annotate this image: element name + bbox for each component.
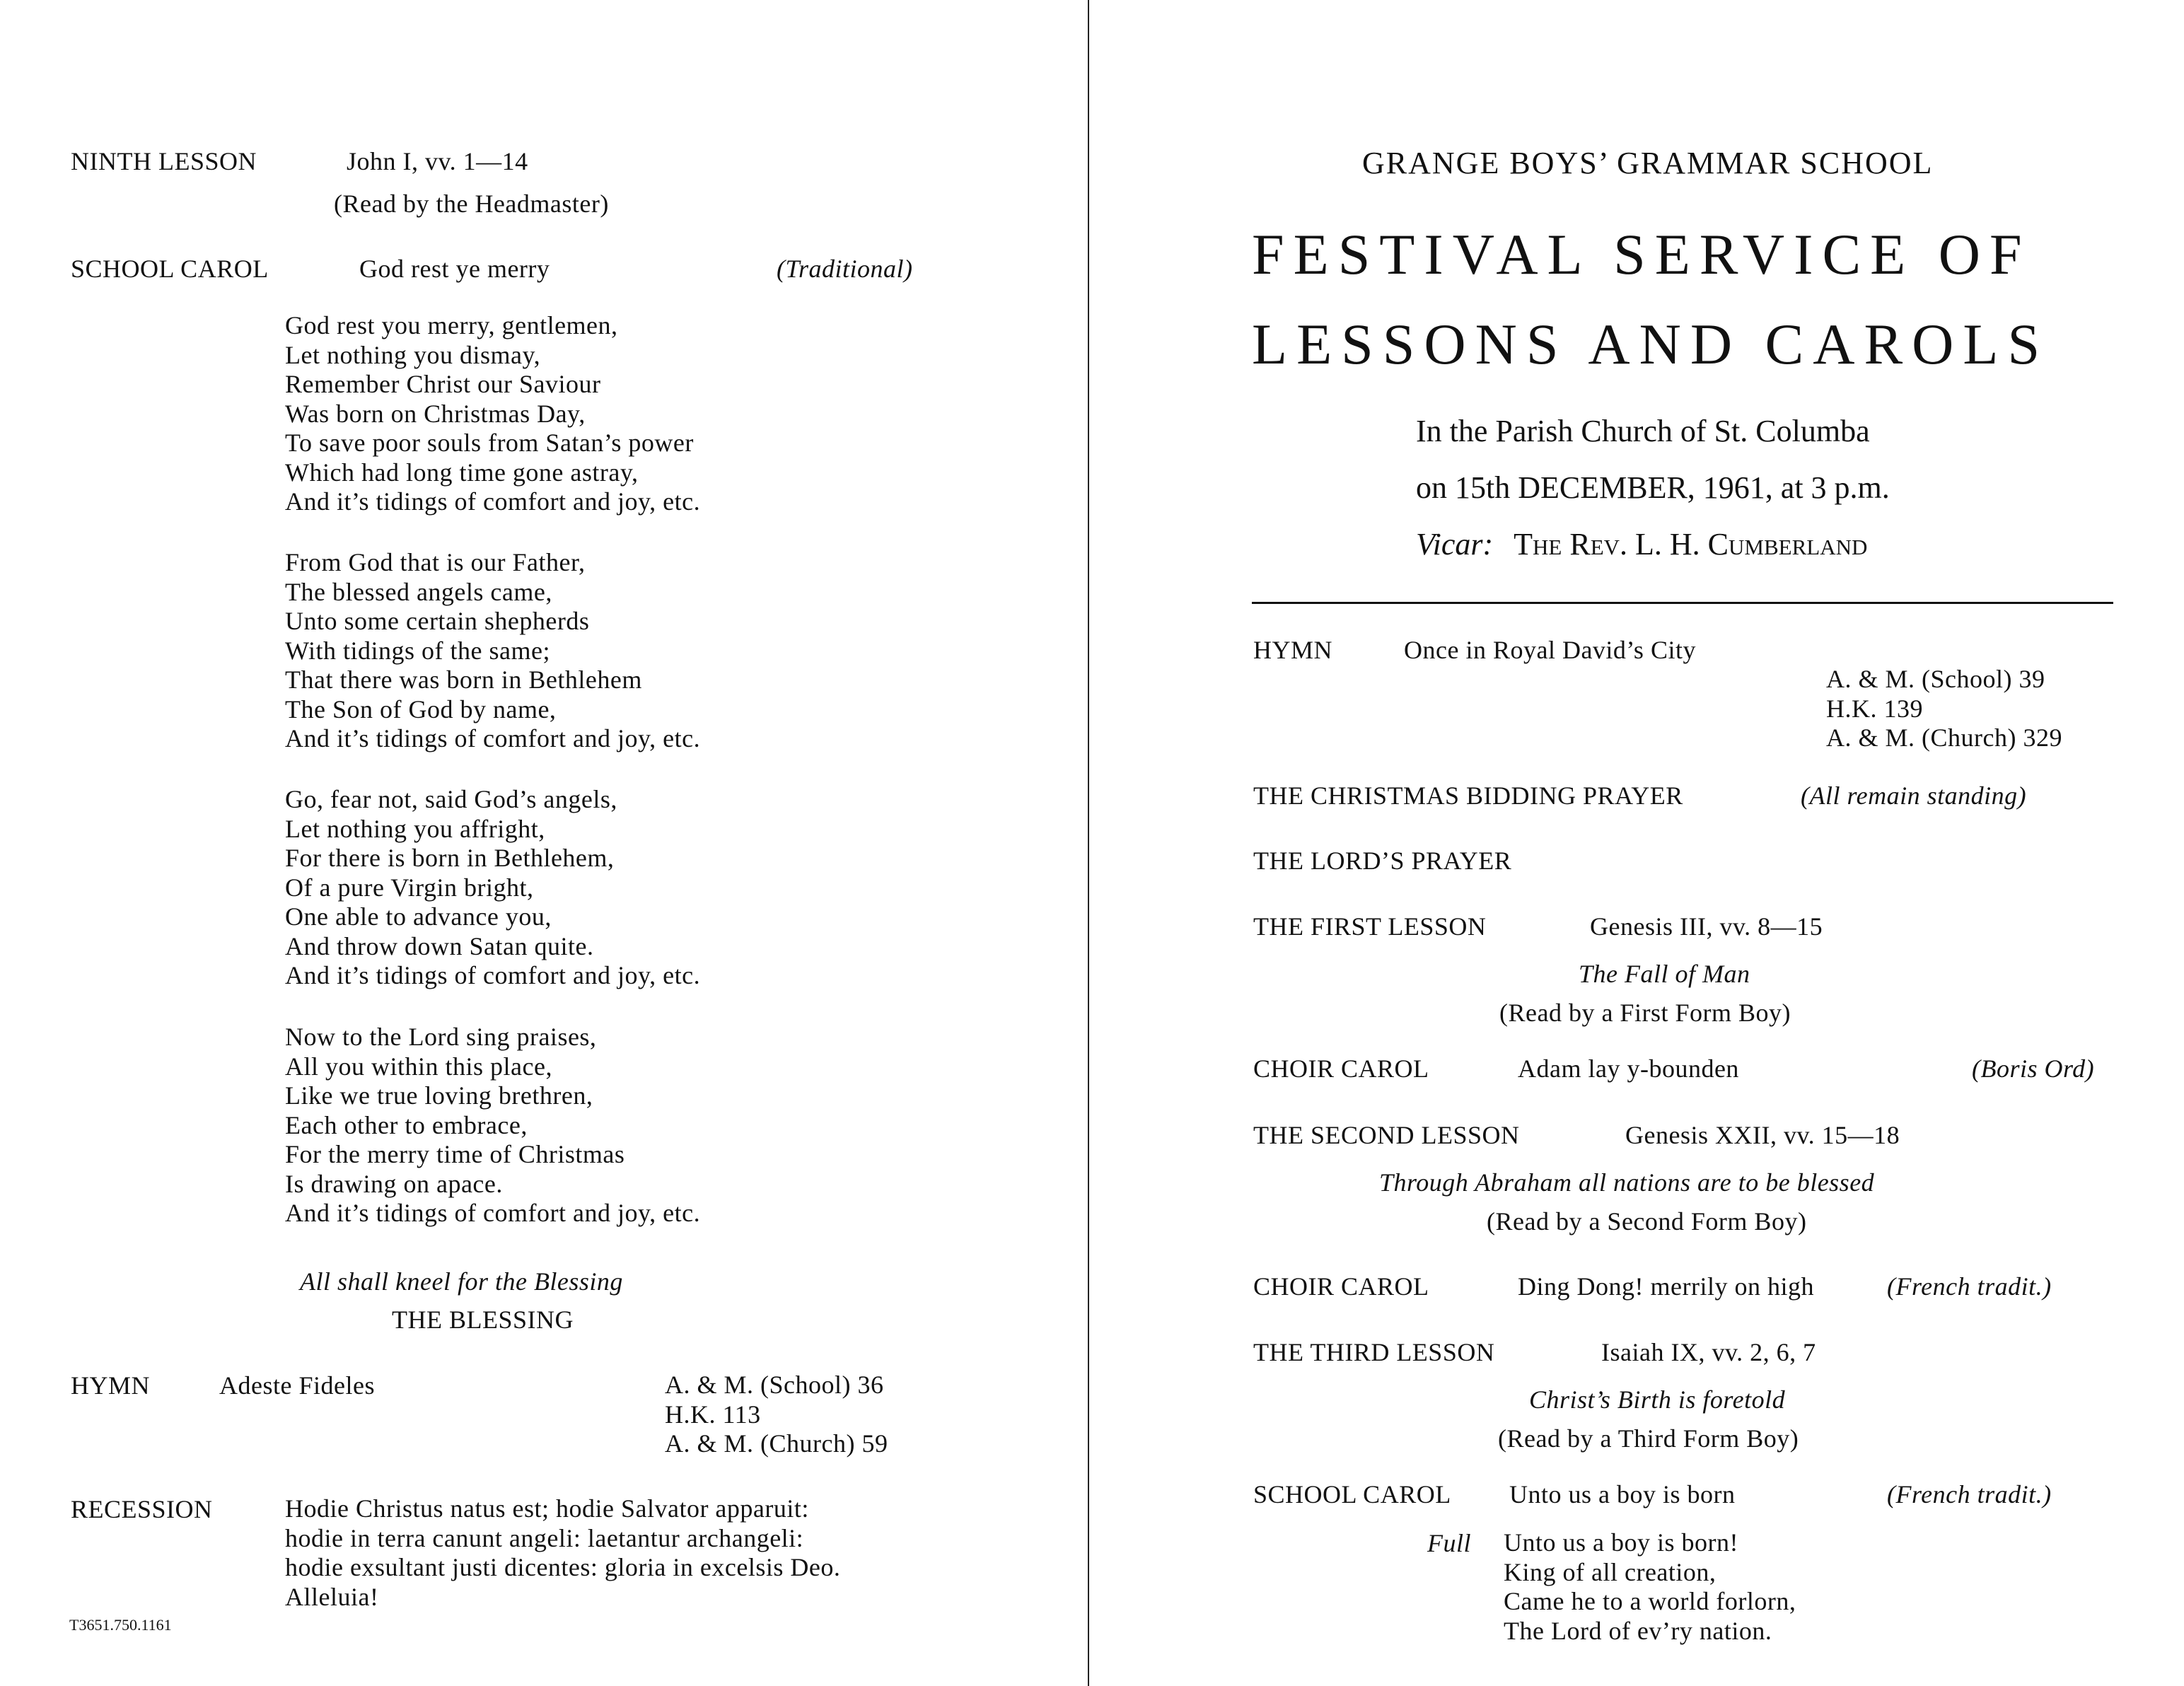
- third-lesson-subtitle: Christ’s Birth is foretold: [1529, 1385, 1786, 1414]
- carol-voice-direction: Full: [1427, 1529, 1471, 1557]
- verse-line: And it’s tidings of comfort and joy, etc.: [285, 487, 701, 516]
- closing-hymn-refs: [665, 1371, 888, 1459]
- closing-hymn-title: Adeste Fideles: [219, 1371, 375, 1400]
- carol-verse-3: [285, 785, 700, 991]
- verse-line: That there was born in Bethlehem: [285, 665, 642, 694]
- verse-line: Now to the Lord sing praises,: [285, 1023, 597, 1051]
- vicar-label: Vicar:: [1416, 527, 1494, 562]
- print-code: T3651.750.1161: [69, 1616, 172, 1634]
- verse-line: To save poor souls from Satan’s power: [285, 429, 694, 457]
- verse-line: Unto some certain shepherds: [285, 607, 590, 635]
- choir-carol-2-source: (French tradit.): [1887, 1272, 2052, 1301]
- hymn-ref: H.K. 113: [665, 1400, 761, 1429]
- recession-label: RECESSION: [71, 1495, 213, 1523]
- school-name: GRANGE BOYS’ GRAMMAR SCHOOL: [1362, 146, 1934, 180]
- verse-line: One able to advance you,: [285, 902, 552, 931]
- verse-line: The blessed angels came,: [285, 577, 552, 606]
- verse-line: And it’s tidings of comfort and joy, etc.: [285, 961, 701, 989]
- hymn-ref: H.K. 139: [1826, 694, 1923, 723]
- school-carol-2-title: Unto us a boy is born: [1509, 1480, 1736, 1508]
- bidding-prayer-note: (All remain standing): [1801, 781, 2027, 810]
- service-title-line-2: LESSONS AND CAROLS: [1252, 312, 2050, 376]
- service-title-line-1: FESTIVAL SERVICE OF: [1252, 222, 2031, 286]
- verse-line: Go, fear not, said God’s angels,: [285, 785, 617, 813]
- carol-verse-1: [285, 311, 700, 517]
- hymn-ref: A. & M. (School) 36: [665, 1371, 884, 1399]
- verse-line: Like we true loving brethren,: [285, 1081, 593, 1110]
- verse-line: For the merry time of Christmas: [285, 1140, 625, 1168]
- opening-hymn-title: Once in Royal David’s City: [1404, 636, 1696, 664]
- blessing-instruction: All shall kneel for the Blessing: [300, 1267, 623, 1296]
- carol-verse-4: [285, 1023, 700, 1228]
- opening-hymn-refs: [1826, 665, 2062, 753]
- verse-line: Remember Christ our Saviour: [285, 370, 601, 398]
- first-lesson-ref: Genesis III, vv. 8—15: [1590, 912, 1823, 941]
- verse-line: Of a pure Virgin bright,: [285, 873, 534, 902]
- verse-line: And it’s tidings of comfort and joy, etc.: [285, 724, 701, 752]
- lords-prayer-label: THE LORD’S PRAYER: [1253, 847, 1512, 875]
- verse-line: Let nothing you affright,: [285, 814, 545, 843]
- verse-line: King of all creation,: [1504, 1557, 1717, 1586]
- recession-line: hodie in terra canunt angeli: laetantur archangeli:: [285, 1523, 804, 1552]
- opening-hymn-label: HYMN: [1253, 636, 1333, 664]
- third-lesson-label: THE THIRD LESSON: [1253, 1338, 1495, 1366]
- third-lesson-ref: Isaiah IX, vv. 2, 6, 7: [1601, 1338, 1816, 1366]
- closing-hymn-label: HYMN: [71, 1371, 151, 1400]
- first-lesson-reader: (Read by a First Form Boy): [1499, 999, 1791, 1027]
- choir-carol-1-label: CHOIR CAROL: [1253, 1054, 1429, 1083]
- second-lesson-ref: Genesis XXII, vv. 15—18: [1625, 1121, 1900, 1149]
- school-carol-title: God rest ye merry: [359, 255, 550, 283]
- verse-line: For there is born in Bethlehem,: [285, 844, 615, 872]
- bidding-prayer-label: THE CHRISTMAS BIDDING PRAYER: [1253, 781, 1683, 810]
- recession-line: Alleluia!: [285, 1582, 379, 1611]
- vicar-name: The Rev. L. H. Cumberland: [1514, 527, 1868, 562]
- recession-line: Hodie Christus natus est; hodie Salvator apparuit:: [285, 1494, 809, 1523]
- divider-rule: [1252, 602, 2113, 604]
- blessing-label: THE BLESSING: [392, 1306, 574, 1334]
- school-carol-2-verse: [1504, 1528, 1796, 1646]
- verse-line: And it’s tidings of comfort and joy, etc.: [285, 1199, 701, 1227]
- choir-carol-1-title: Adam lay y-bounden: [1518, 1054, 1739, 1083]
- second-lesson-subtitle: Through Abraham all nations are to be blessed: [1379, 1168, 1875, 1197]
- school-carol-label: SCHOOL CAROL: [71, 255, 269, 283]
- service-date: on 15th DECEMBER, 1961, at 3 p.m.: [1416, 470, 1890, 505]
- venue: In the Parish Church of St. Columba: [1416, 414, 1870, 448]
- recession-text: [285, 1494, 840, 1612]
- school-carol-source: (Traditional): [777, 255, 913, 283]
- verse-line: Came he to a world forlorn,: [1504, 1587, 1796, 1615]
- verse-line: From God that is our Father,: [285, 548, 586, 576]
- carol-verse-2: [285, 548, 700, 754]
- recession-line: hodie exsultant justi dicentes: gloria in excelsis Deo.: [285, 1553, 841, 1581]
- verse-line: The Son of God by name,: [285, 694, 557, 723]
- ninth-lesson-reader: (Read by the Headmaster): [334, 190, 609, 218]
- second-lesson-reader: (Read by a Second Form Boy): [1487, 1207, 1807, 1236]
- school-carol-2-label: SCHOOL CAROL: [1253, 1480, 1451, 1508]
- hymn-ref: A. & M. (School) 39: [1826, 665, 2045, 693]
- verse-line: Unto us a boy is born!: [1504, 1528, 1738, 1557]
- ninth-lesson-label: NINTH LESSON: [71, 147, 257, 175]
- verse-line: Which had long time gone astray,: [285, 458, 639, 487]
- choir-carol-2-label: CHOIR CAROL: [1253, 1272, 1429, 1301]
- verse-line: Each other to embrace,: [285, 1110, 528, 1139]
- school-carol-2-source: (French tradit.): [1887, 1480, 2052, 1508]
- verse-line: And throw down Satan quite.: [285, 931, 594, 960]
- verse-line: All you within this place,: [285, 1052, 552, 1081]
- verse-line: The Lord of ev’ry nation.: [1504, 1616, 1772, 1645]
- ninth-lesson-ref: John I, vv. 1—14: [347, 147, 528, 175]
- second-lesson-label: THE SECOND LESSON: [1253, 1121, 1520, 1149]
- first-lesson-label: THE FIRST LESSON: [1253, 912, 1487, 941]
- first-lesson-subtitle: The Fall of Man: [1579, 960, 1750, 988]
- verse-line: Was born on Christmas Day,: [285, 399, 586, 428]
- verse-line: God rest you merry, gentlemen,: [285, 311, 618, 339]
- verse-line: Is drawing on apace.: [285, 1169, 503, 1198]
- page-fold: [1088, 0, 1089, 1686]
- choir-carol-1-source: (Boris Ord): [1972, 1054, 2095, 1083]
- vicar-line: [1416, 527, 1867, 562]
- hymn-ref: A. & M. (Church) 59: [665, 1429, 888, 1458]
- choir-carol-2-title: Ding Dong! merrily on high: [1518, 1272, 1814, 1301]
- hymn-ref: A. & M. (Church) 329: [1826, 723, 2062, 752]
- third-lesson-reader: (Read by a Third Form Boy): [1498, 1424, 1799, 1453]
- verse-line: With tidings of the same;: [285, 636, 550, 665]
- verse-line: Let nothing you dismay,: [285, 340, 541, 369]
